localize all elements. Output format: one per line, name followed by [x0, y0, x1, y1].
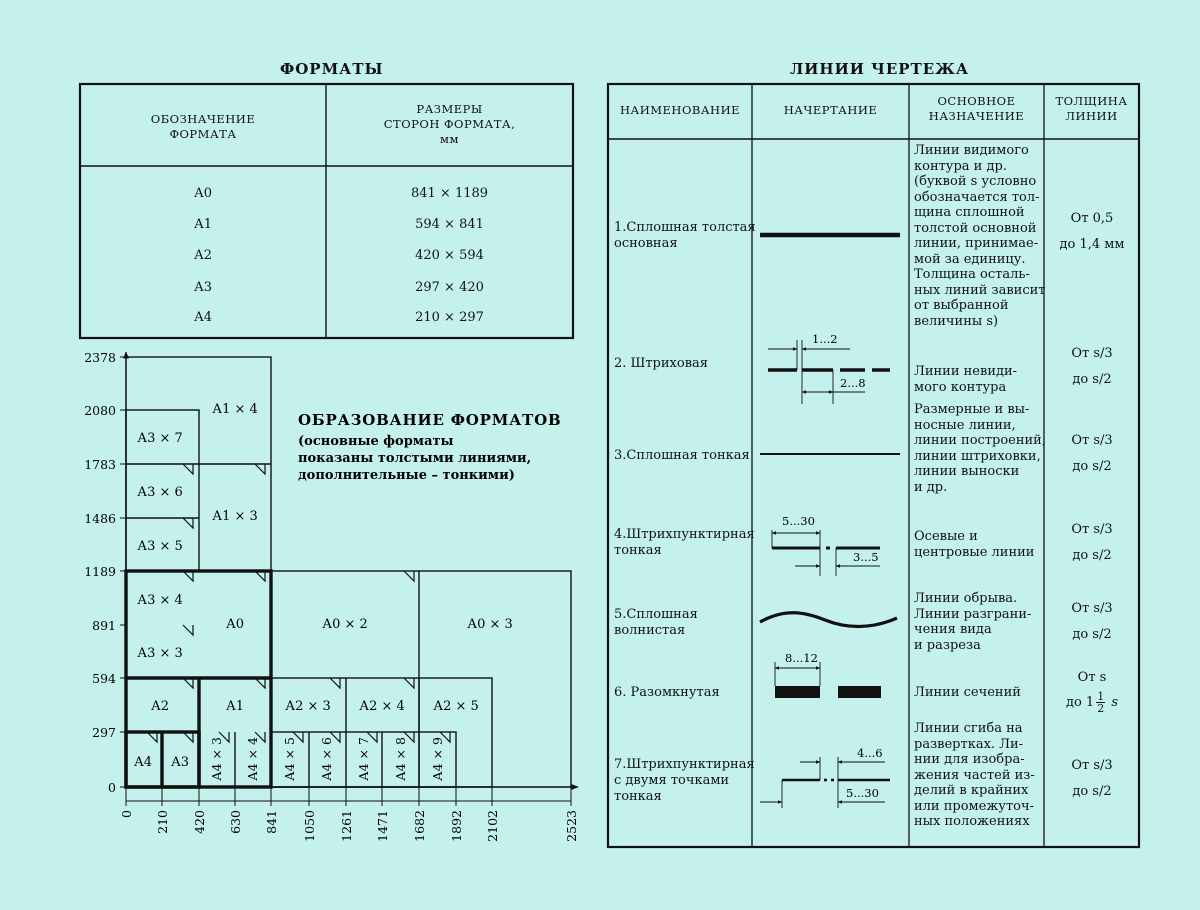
- x-tick-label: 1261: [339, 810, 354, 842]
- line-thickness: От s/3 до s/2: [1071, 346, 1113, 387]
- line-sample-dash-two-dots: [760, 757, 890, 808]
- line-purpose: Линии сгиба на развертках. Ли- нии для изобра- жения частей из- делий в крайних или промежуточ- ных положениях: [914, 721, 1035, 829]
- region-label: А4: [133, 755, 153, 770]
- line-thickness: От s до 1 $\frac{1}{2}$ s: [1049, 665, 1135, 714]
- format-size: 841 × 1189: [410, 186, 489, 201]
- region-label: А3 × 6: [137, 485, 183, 500]
- x-tick-label: 2523: [564, 810, 579, 842]
- line-thickness: От 0,5 до 1,4 мм: [1059, 211, 1125, 252]
- region-label: А2 × 4: [359, 699, 405, 714]
- x-tick-label: 210: [155, 810, 170, 834]
- line-name: 7.Штрихпунктирная с двумя точками тонкая: [614, 757, 755, 804]
- line-name: 2. Штриховая: [614, 356, 708, 371]
- format-name: А3: [193, 280, 213, 295]
- y-tick-label: 0: [108, 780, 116, 795]
- format-name: А4: [193, 310, 213, 325]
- line-sample-open: [775, 662, 881, 698]
- line-sample-wavy: [760, 613, 897, 627]
- region-label: А2: [150, 699, 170, 714]
- region-label: А1: [225, 699, 245, 714]
- line-name: 1.Сплошная толстая основная: [614, 220, 756, 251]
- dim-label: 5...30: [782, 514, 815, 528]
- lines-header-purpose: ОСНОВНОЕ НАЗНАЧЕНИЕ: [928, 94, 1025, 123]
- x-tick-label: 841: [264, 810, 279, 834]
- region-label: А4 × 6: [319, 737, 334, 781]
- formats-col2-header: РАЗМЕРЫ СТОРОН ФОРМАТА, мм: [383, 102, 516, 146]
- region-label: А0 × 2: [322, 617, 368, 632]
- lines-header-thickness: ТОЛЩИНА ЛИНИИ: [1055, 94, 1128, 123]
- line-thickness: От s/3 до s/2: [1071, 433, 1113, 474]
- line-thickness: От s/3 до s/2: [1071, 758, 1113, 799]
- line-purpose: Линии невиди- мого контура: [914, 364, 1018, 395]
- y-tick-label: 594: [92, 671, 116, 686]
- line-name: 5.Сплошная волнистая: [614, 607, 698, 638]
- line-purpose: Линии сечений: [914, 685, 1021, 700]
- x-tick-label: 1471: [375, 810, 390, 842]
- region-label: А0: [225, 617, 245, 632]
- format-size: 594 × 841: [415, 217, 484, 232]
- x-tick-label: 1050: [302, 810, 317, 842]
- line-purpose: Осевые и центровые линии: [914, 529, 1035, 560]
- lines-header-style: НАЧЕРТАНИЕ: [783, 103, 878, 117]
- dim-label: 2...8: [840, 376, 866, 390]
- x-tick-label: 1682: [412, 810, 427, 842]
- line-thickness: От s/3 до s/2: [1071, 522, 1113, 563]
- y-tick-label: 891: [92, 618, 116, 633]
- format-name: А1: [193, 217, 213, 232]
- format-size: 210 × 297: [415, 310, 484, 325]
- region-label: А2 × 5: [433, 699, 479, 714]
- formation-subtitle: показаны толстыми линиями,: [298, 451, 532, 466]
- region-label: А3 × 4: [137, 593, 183, 608]
- y-tick-label: 1783: [84, 457, 116, 472]
- x-tick-label: 0: [119, 810, 134, 818]
- format-name: А0: [193, 186, 213, 201]
- y-tick-label: 297: [92, 725, 116, 740]
- region-label: А1 × 4: [212, 402, 258, 417]
- region-label: А3: [170, 755, 190, 770]
- line-purpose: Размерные и вы- носные линии, линии построений, линии штриховки, линии выноски и др.: [914, 402, 1046, 495]
- region-label: А1 × 3: [212, 509, 258, 524]
- line-name: 4.Штрихпунктирная тонкая: [614, 527, 755, 558]
- region-label: А4 × 4: [245, 737, 260, 781]
- line-name: 6. Разомкнутая: [614, 685, 720, 700]
- y-tick-label: 2080: [84, 403, 116, 418]
- region-label: А4 × 9: [430, 737, 445, 781]
- region-label: А0 × 3: [467, 617, 513, 632]
- format-name: А2: [193, 248, 213, 263]
- y-tick-label: 1189: [84, 564, 116, 579]
- formation-title: ОБРАЗОВАНИЕ ФОРМАТОВ: [298, 411, 562, 429]
- line-thickness: От s/3 до s/2: [1071, 601, 1113, 642]
- dim-label: 3...5: [853, 550, 879, 564]
- region-label: А2 × 3: [285, 699, 331, 714]
- dim-label: 4...6: [857, 746, 883, 760]
- region-label: А4 × 3: [209, 737, 224, 781]
- y-tick-label: 2378: [84, 350, 116, 365]
- x-tick-label: 2102: [485, 810, 500, 842]
- formats-col1-header: ОБОЗНАЧЕНИЕ ФОРМАТА: [150, 112, 256, 141]
- region-label: А3 × 5: [137, 539, 183, 554]
- region-label: А4 × 8: [393, 737, 408, 781]
- formats-title: ФОРМАТЫ: [280, 60, 384, 78]
- region-label: А4 × 5: [282, 737, 297, 781]
- line-purpose: Линии видимого контура и др. (буквой s условно обозначается тол- щина сплошной толстой основной линии, принимае- мой за единицу. Толщина осталь- ных линий зависит от выбранной величины s): [914, 143, 1046, 329]
- mixed-fraction: до 1 $\frac{1}{2}$ s: [1065, 690, 1119, 715]
- dim-label: 5...30: [846, 786, 879, 800]
- line-purpose: Линии обрыва. Линии разграни- чения вида и разреза: [914, 591, 1032, 653]
- region-label: А3 × 7: [137, 431, 183, 446]
- dim-label: 1...2: [812, 332, 838, 346]
- region-label: А4 × 7: [356, 737, 371, 781]
- x-tick-label: 420: [192, 810, 207, 834]
- dim-label: 8...12: [785, 651, 818, 665]
- line-name: 3.Сплошная тонкая: [614, 448, 750, 463]
- lines-title: ЛИНИИ ЧЕРТЕЖА: [790, 60, 970, 78]
- format-size: 297 × 420: [415, 280, 484, 295]
- format-size: 420 × 594: [415, 248, 484, 263]
- y-tick-label: 1486: [84, 511, 116, 526]
- x-tick-label: 630: [228, 810, 243, 834]
- region-label: А3 × 3: [137, 646, 183, 661]
- x-tick-label: 1892: [449, 810, 464, 842]
- formation-subtitle: дополнительные – тонкими): [298, 468, 515, 483]
- formation-subtitle: (основные форматы: [298, 434, 454, 449]
- line-sample-dashed: [768, 340, 890, 404]
- lines-header-name: НАИМЕНОВАНИЕ: [619, 103, 740, 117]
